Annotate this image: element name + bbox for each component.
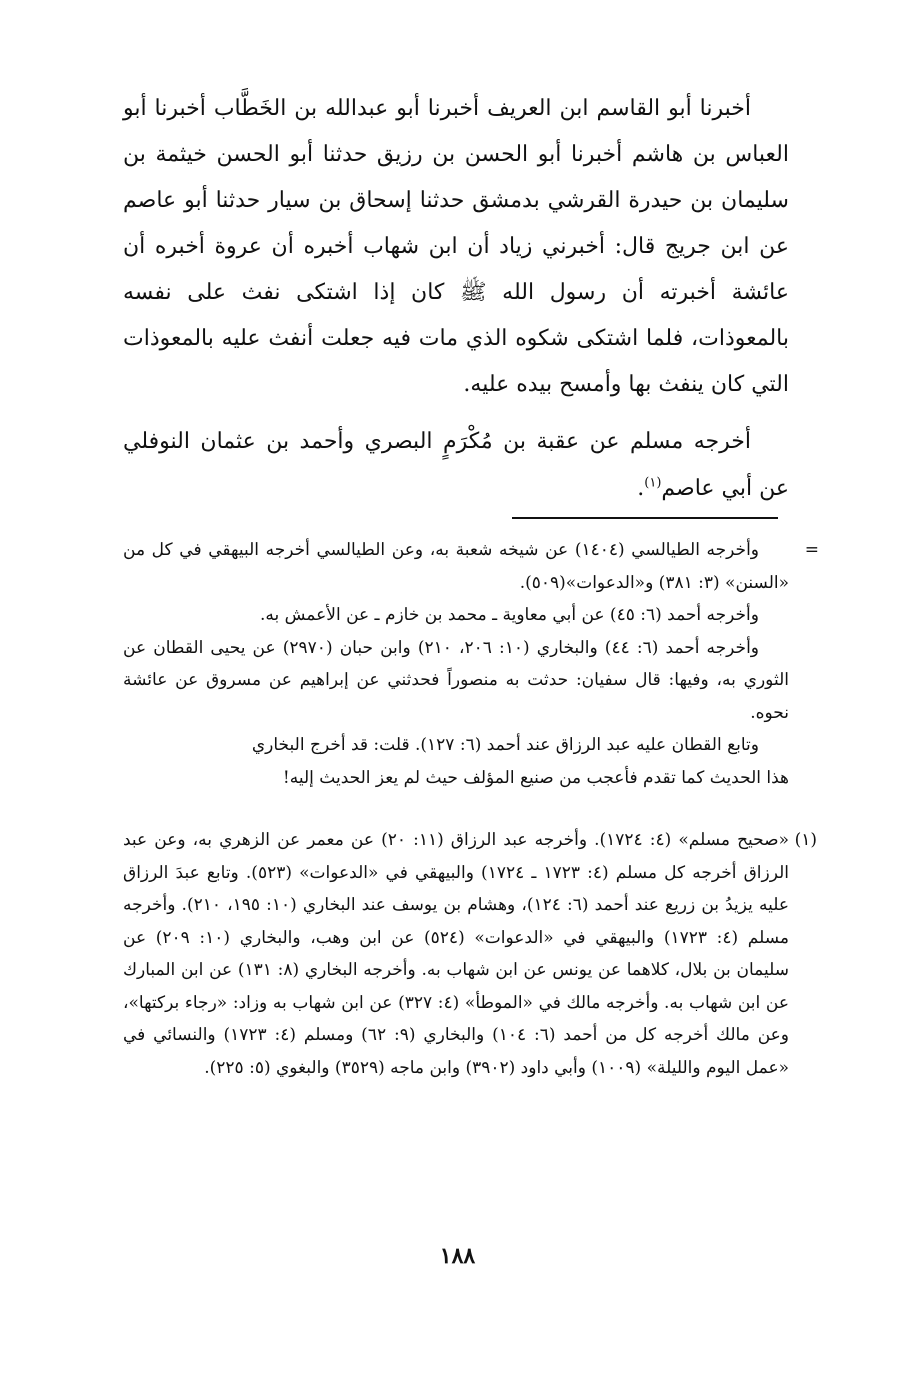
footnote-separator-rule [512,517,778,519]
footnote-continuation-paragraph: هذا الحديث كما تقدم فأعجب من صنيع المؤلف حيث لم يعز الحديث إليه! [282,767,789,788]
footnote-1-text: «صحيح مسلم» (٤: ١٧٢٤). وأخرجه عبد الرزاق (١١: ٢٠) عن معمر عن الزهري به، وعن عبد الرزاق أخرجه كل مسلم (٤: ١٧٢٣ ـ ١٧٢٤) والبيهقي في «الدعوات» (٥٢٣). وتابع عبدَ الرزاق عليه يزيدُ بن زريع عند أحمد (٦: ١٢٤)، وهشام بن يوسف عند البخاري (١٠: ١٩٥، ٢١٠). وأخرجه مسلم (٤: ١٧٢٣) والبيهقي في «الدعوات» (٥٢٤) عن ابن وهب، والبخاري (١٠: ٢٠٩) عن سليمان بن بلال، كلاهما عن يونس عن ابن شهاب به. وأخرجه البخاري (٨: ١٣١) عن ابن المبارك عن ابن شهاب به. وأخرجه مالك في «الموطأ» (٤: ٣٢٧) عن ابن شهاب به وزاد: «رجاء بركتها»، وعن مالك أخرجه كل من أحمد (٦: ١٠٤) والبخاري (٩: ٦٢) ومسلم (٤: ١٧٢٣) والنسائي في «عمل اليوم والليلة» (١٠٠٩) وأبي داود (٣٩٠٢) وابن ماجه (٣٥٢٩) والبغوي (٥: ٢٢٥). [123,830,790,1078]
footnote-continuation-paragraph: وأخرجه أحمد (٦: ٤٤) والبخاري (١٠: ٢٠٦، ٢١٠) وابن حبان (٢٩٧٠) عن يحيى القطان عن الثوري به، وفيها: قال سفيان: حدثت به منصوراً فحدثني عن إبراهيم عن مسروق عن عائشة نحوه. [123,637,789,723]
main-text [123,86,789,512]
footnote-1 [123,824,789,1084]
footnote-continuation-paragraph: وأخرجه الطيالسي (١٤٠٤) عن شيخه شعبة به، وعن الطيالسي أخرجه البيهقي في كل من «السنن» (٣: ٣٨١) و«الدعوات»(٥٠٩). [123,540,789,593]
footnote-continuation-marker: = [804,540,819,560]
footnote-continuation [123,534,789,794]
footnote-continuation-paragraph: وتابع القطان عليه عبد الرزاق عند أحمد (٦: ١٢٧). قلت: قد أخرج البخاري [251,735,759,755]
main-paragraph-1: أخبرنا أبو القاسم ابن العريف أخبرنا أبو عبدالله بن الخَطَّاب أخبرنا أبو العباس بن هاشم أخبرنا أبو الحسن بن رزيق حدثنا أبو الحسن خيثمة بن سليمان بن حيدرة القرشي بدمشق حدثنا إسحاق بن سيار حدثنا أبو عاصم عن ابن جريج قال: أخبرني زياد أن ابن شهاب أخبره أن عروة أخبره أن عائشة أخبرته أن رسول الله ﷺ كان إذا اشتكى نفث على نفسه بالمعوذات، فلما اشتكى شكوه الذي مات فيه جعلت أنفث عليه بالمعوذات التي كان ينفث بها وأمسح بيده عليه. [123,96,789,397]
page-number: ١٨٨ [439,1243,476,1269]
main-paragraph-2 [123,418,789,512]
main-paragraph-2-text: أخرجه مسلم عن عقبة بن مُكْرَمٍ البصري وأحمد بن عثمان النوفلي عن أبي عاصم [123,429,789,501]
footnote-ref-1: (١) [644,475,662,491]
footnote-1-marker: (١) [794,830,817,850]
footnote-continuation-paragraph: وأخرجه أحمد (٦: ٤٥) عن أبي معاوية ـ محمد بن خازم ـ عن الأعمش به. [259,605,759,625]
main-paragraph-2-end: . [637,476,645,501]
